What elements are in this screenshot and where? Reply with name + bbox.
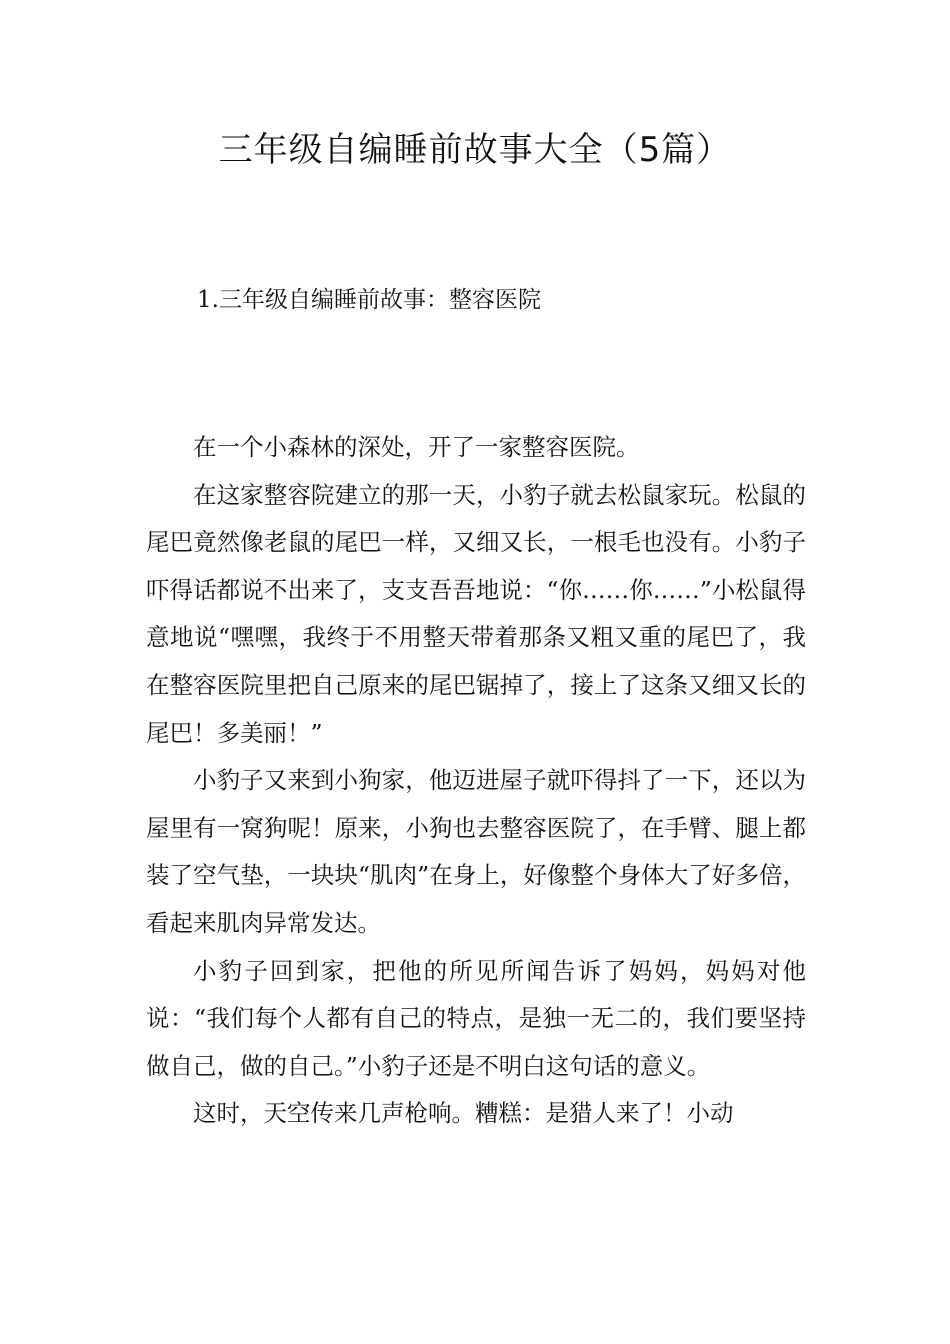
paragraph-5: 这时，天空传来几声枪响。糟糕：是猎人来了！小动 (193, 1099, 734, 1128)
section-heading: 1.三年级自编睡前故事：整容医院 (197, 287, 541, 313)
story-body (146, 424, 806, 1138)
document-title: 三年级自编睡前故事大全（5篇） (218, 130, 732, 170)
paragraph-4: 小豹子回到家，把他的所见所闻告诉了妈妈，妈妈对他说：“我们每个人都有自己的特点，是独一无二的，我们要坚持做自己，做的自己。”小豹子还是不明白这句话的意义。 (146, 956, 806, 1080)
paragraph-3: 小豹子又来到小狗家，他迈进屋子就吓得抖了一下，还以为屋里有一窝狗呢！原来，小狗也去整容医院了，在手臂、腿上都装了空气垫，一块块“肌肉”在身上，好像整个身体大了好多倍，看起来肌肉异常发达。 (146, 766, 806, 937)
paragraph-1: 在一个小森林的深处，开了一家整容医院。 (193, 433, 640, 461)
paragraph-2: 在这家整容院建立的那一天，小豹子就去松鼠家玩。松鼠的尾巴竟然像老鼠的尾巴一样，又细又长，一根毛也没有。小豹子吓得话都说不出来了，支支吾吾地说：“你……你……”小松鼠得意地说“嘿嘿，我终于不用整天带着那条又粗又重的尾巴了，我在整容医院里把自己原来的尾巴锯掉了，接上了这条又细又长的尾巴！多美丽！” (146, 480, 806, 747)
